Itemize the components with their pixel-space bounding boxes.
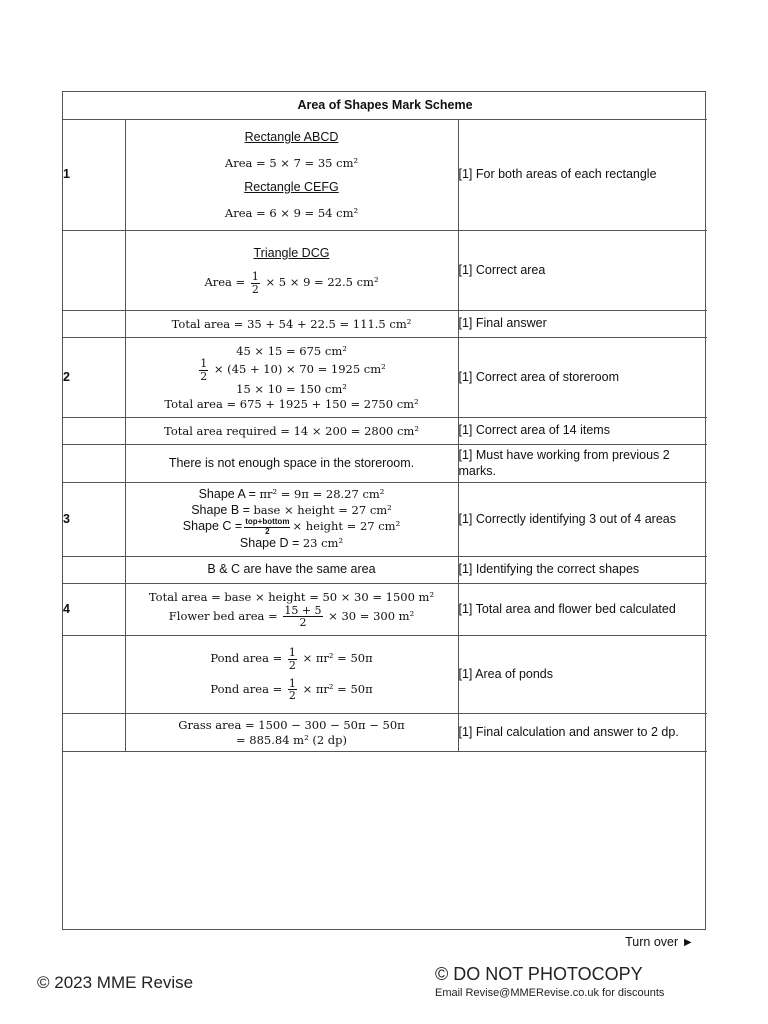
pond-area-prefix: Pond area = — [210, 651, 283, 666]
mark-cell: [1] Final calculation and answer to 2 dp. — [458, 714, 707, 752]
shape-b-line — [126, 503, 458, 519]
mark-cell: [1] Must have working from previous 2 marks. — [458, 445, 707, 483]
same-area-statement: B & C are have the same area — [125, 557, 458, 584]
fraction-half — [288, 678, 297, 702]
pond-area-line-1 — [126, 647, 458, 671]
fraction-half — [251, 271, 260, 295]
shape-a-expression: πr² = 9π = 28.27 cm² — [259, 487, 385, 502]
fraction-denominator: 2 — [265, 526, 270, 536]
question-number-empty — [63, 445, 125, 483]
rectangle-cefg-heading: Rectangle CEFG — [244, 180, 339, 194]
table-row — [63, 636, 707, 714]
fraction-denominator: 2 — [288, 658, 296, 672]
shape-d-expression: 23 cm² — [302, 536, 344, 551]
grass-area-line-2: = 885.84 m² (2 dp) — [235, 732, 348, 747]
table-row — [63, 445, 707, 483]
table-row — [63, 311, 707, 338]
table-row — [63, 557, 707, 584]
shape-c-label: Shape C = — [182, 519, 243, 534]
fraction-flower-bed — [283, 605, 322, 629]
storeroom-line-3: 15 × 10 = 150 cm² — [236, 382, 347, 397]
mark-scheme-table — [63, 92, 707, 752]
fraction-numerator: 1 — [288, 676, 296, 690]
question-number: 3 — [63, 483, 125, 557]
working-cell — [125, 483, 458, 557]
working-cell — [125, 636, 458, 714]
total-area-required: Total area required = 14 × 200 = 2800 cm² — [125, 418, 458, 445]
mark-cell: [1] Total area and flower bed calculated — [458, 584, 707, 636]
area-abcd: Area = 5 × 7 = 35 cm² — [224, 155, 359, 170]
question-number-empty — [63, 636, 125, 714]
pond-area-suffix: × πr² = 50π — [302, 681, 373, 696]
table-row — [63, 584, 707, 636]
copyright-notice: © 2023 MME Revise — [37, 973, 194, 992]
table-row — [63, 483, 707, 557]
area-dcg-suffix: × 5 × 9 = 22.5 cm² — [265, 275, 379, 290]
email-discounts-notice: Email Revise@MMERevise.co.uk for discounts — [435, 987, 665, 999]
shape-c-expression: × height = 27 cm² — [292, 519, 401, 534]
question-number-empty — [63, 418, 125, 445]
fraction-numerator: 1 — [251, 270, 259, 284]
shape-b-label: Shape B = — [191, 502, 250, 517]
storeroom-line-1: 45 × 15 = 675 cm² — [236, 343, 347, 358]
mark-cell: [1] Area of ponds — [458, 636, 707, 714]
fraction-numerator: 15 + 5 — [284, 603, 322, 617]
mark-cell: [1] Correct area — [458, 231, 707, 311]
flower-bed-suffix: × 30 = 300 m² — [328, 608, 415, 623]
storeroom-conclusion: There is not enough space in the storeroom. — [125, 445, 458, 483]
working-cell — [125, 714, 458, 752]
question-number-empty — [63, 231, 125, 311]
fraction-half — [199, 358, 208, 382]
storeroom-line-2-suffix: × (45 + 10) × 70 = 1925 cm² — [213, 362, 386, 377]
grass-area-line-1: Grass area = 1500 − 300 − 50π − 50π — [178, 718, 405, 733]
fraction-denominator: 2 — [299, 616, 307, 630]
pond-area-line-2 — [126, 678, 458, 702]
area-dcg-prefix: Area = — [204, 275, 246, 290]
fraction-half — [288, 647, 297, 671]
table-title-row — [63, 92, 707, 120]
working-cell — [125, 584, 458, 636]
mark-cell: [1] Correct area of storeroom — [458, 338, 707, 418]
table-row — [63, 418, 707, 445]
table-row — [63, 120, 707, 231]
question-number: 4 — [63, 584, 125, 636]
mark-cell: [1] Final answer — [458, 311, 707, 338]
question-number-empty — [63, 557, 125, 584]
working-cell — [125, 338, 458, 418]
fraction-denominator: 2 — [288, 689, 296, 703]
mark-cell: [1] For both areas of each rectangle — [458, 120, 707, 231]
shape-d-line — [126, 536, 458, 552]
storeroom-line-4: Total area = 675 + 1925 + 150 = 2750 cm² — [164, 396, 419, 411]
question-number-empty — [63, 311, 125, 338]
rectangle-abcd-heading: Rectangle ABCD — [244, 130, 339, 144]
mark-cell: [1] Correctly identifying 3 out of 4 areas — [458, 483, 707, 557]
question-number: 2 — [63, 338, 125, 418]
table-title: Area of Shapes Mark Scheme — [63, 92, 707, 120]
shape-b-expression: base × height = 27 cm² — [253, 502, 392, 517]
shape-a-line — [126, 487, 458, 503]
triangle-dcg-heading: Triangle DCG — [253, 245, 330, 260]
flower-bed-prefix: Flower bed area = — [168, 608, 278, 623]
question-number: 1 — [63, 120, 125, 231]
fraction-top-bottom — [244, 518, 290, 536]
do-not-photocopy-notice: © DO NOT PHOTOCOPY — [435, 964, 643, 984]
total-area-q4: Total area = base × height = 50 × 30 = 1500 m² — [148, 590, 435, 605]
shape-c-line — [126, 518, 458, 536]
flower-bed-line — [126, 605, 458, 629]
table-row — [63, 714, 707, 752]
fraction-numerator: 1 — [200, 357, 208, 371]
fraction-numerator: top+bottom — [245, 517, 290, 527]
area-dcg — [126, 271, 458, 295]
pond-area-prefix: Pond area = — [210, 681, 283, 696]
table-row — [63, 231, 707, 311]
mark-scheme-sheet — [62, 91, 706, 930]
mark-cell: [1] Identifying the correct shapes — [458, 557, 707, 584]
area-cefg: Area = 6 × 9 = 54 cm² — [224, 205, 359, 220]
shape-d-label: Shape D = — [239, 536, 300, 551]
table-row — [63, 338, 707, 418]
working-cell — [125, 231, 458, 311]
working-cell — [125, 120, 458, 231]
fraction-denominator: 2 — [251, 282, 259, 296]
fraction-denominator: 2 — [200, 369, 208, 383]
shape-a-label: Shape A = — [198, 487, 256, 502]
fraction-numerator: 1 — [288, 646, 296, 660]
storeroom-line-2 — [126, 358, 458, 382]
pond-area-suffix: × πr² = 50π — [302, 651, 373, 666]
question-number-empty — [63, 714, 125, 752]
turn-over-label: Turn over ► — [625, 935, 694, 949]
mark-cell: [1] Correct area of 14 items — [458, 418, 707, 445]
total-area-q1: Total area = 35 + 54 + 22.5 = 111.5 cm² — [125, 311, 458, 338]
